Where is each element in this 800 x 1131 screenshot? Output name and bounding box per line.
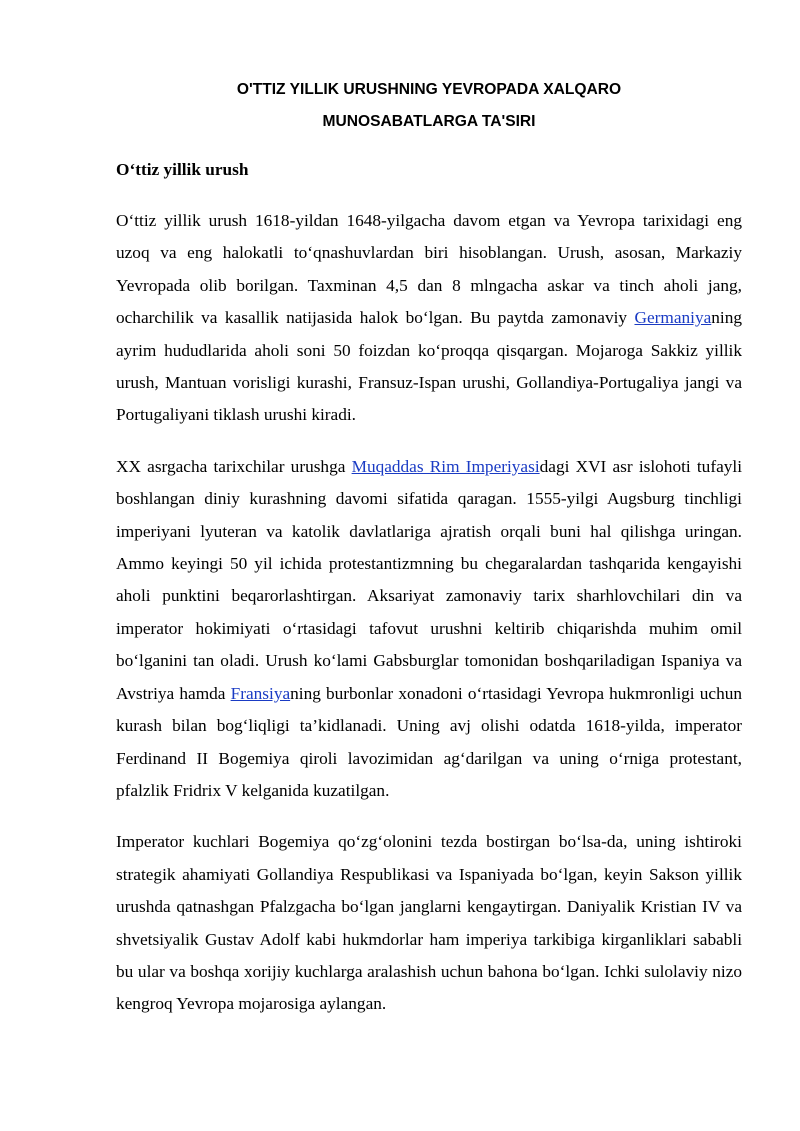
link-muqaddas-rim-imperiyasi[interactable]: Muqaddas Rim Imperiyasi (351, 456, 540, 476)
paragraph-2 (116, 451, 742, 807)
document-title (116, 74, 742, 138)
section-heading: O‘ttiz yillik urush (116, 160, 249, 179)
title-line-1: O'TTIZ YILLIK URUSHNING YEVROPADA XALQARO (236, 81, 622, 98)
paragraph-3: Imperator kuchlari Bogemiya qo‘zg‘olonini tezda bostirgan bo‘lsa-da, uning ishtiroki strategik ahamiyati Gollandiya Respublikasi va Ispaniyada bo‘lgan, keyin Sakson yillik urushda qatnashgan Pfalzgacha bo‘lgan janglarni kengaytirgan. Daniyalik Kristian IV va shvetsiyalik Gustav Adolf kabi hukmdorlar ham imperiya tarkibiga kirganliklari sababli bu ular va boshqa xorijiy kuchlarga aralashish uchun bahona bo‘lgan. Ichki sulolaviy nizo kengroq Yevropa mojarosiga aylangan. (116, 832, 742, 1014)
paragraph-2-text-b: dagi XVI asr islohoti tufayli boshlangan diniy kurashning davomi sifatida qaragan. 1555-yilgi Augsburg tinchligi imperiyani lyuteran va katolik davlatlariga ajratish orqali buni hal qilishga uringan. Ammo keyingi 50 yil ichida protestantizmning bu chegaralardan tashqarida kengayishi aholi punktini beqarorlashtirgan. Aksariyat zamonaviy tarix sharhlovchilari din va imperator hokimiyati o‘rtasidagi tafovut urushni keltirib chiqarishda muhim omil bo‘lganini tan oladi. Urush ko‘lami Gabsburglar tomonidan boshqariladigan Ispaniya va Avstriya hamda (116, 456, 742, 703)
paragraph-1-text-a: O‘ttiz yillik urush 1618-yildan 1648-yilgacha davom etgan va Yevropa tarixidagi eng uzoq va eng halokatli to‘qnashuvlardan biri hisoblangan. Urush, asosan, Markaziy Yevropada olib borilgan. Taxminan 4,5 dan 8 mlngacha askar va tinch aholi jang, ocharchilik va kasallik natijasida halok bo‘lgan. Bu paytda zamonaviy (116, 211, 742, 328)
link-fransiya[interactable]: Fransiya (230, 683, 291, 703)
paragraph-1 (116, 205, 742, 432)
paragraph-2-text-a: XX asrgacha tarixchilar urushga (116, 456, 352, 476)
document-page (116, 74, 742, 1040)
link-germaniya[interactable]: Germaniya (634, 308, 712, 328)
paragraph-2-text-c: ning burbonlar xonadoni o‘rtasidagi Yevropa hukmronligi uchun kurash bilan bog‘liqligi ta’kidlanadi. Uning avj olishi odatda 1618-yilda, imperator Ferdinand II Bogemiya qiroli lavozimidan ag‘darilgan va uning o‘rniga protestant, pfalzlik Fridrix V kelganida kuzatilgan. (116, 683, 742, 800)
paragraph-1-text-b: ning ayrim hududlarida aholi soni 50 foizdan ko‘proqqa qisqargan. Mojaroga Sakkiz yillik urush, Mantuan vorisligi kurashi, Fransuz-Ispan urushi, Gollandiya-Portugaliya jangi va Portugaliyani tiklash urushi kiradi. (116, 308, 742, 425)
title-line-2: MUNOSABATLARGA TA'SIRI (322, 113, 536, 130)
